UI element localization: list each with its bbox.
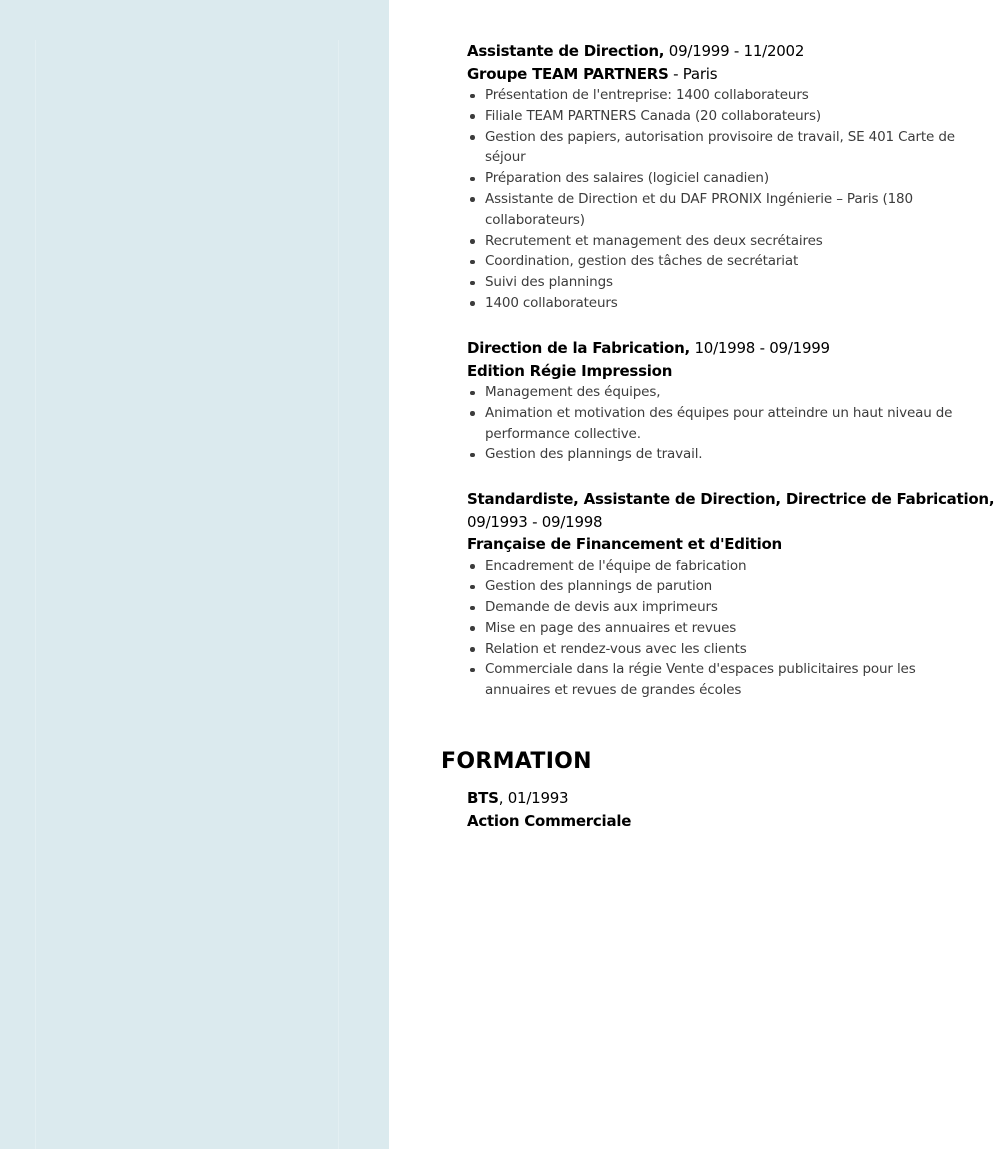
job-title: Assistante de Direction,: [467, 42, 665, 60]
job-task: Coordination, gestion des tâches de secrétariat: [467, 251, 967, 272]
job-task: 1400 collaborateurs: [467, 293, 967, 314]
job-task: Commerciale dans la régie Vente d'espaces publicitaires pour les annuaires et revues de grandes écoles: [467, 659, 967, 701]
job-company: Groupe TEAM PARTNERS: [467, 64, 669, 83]
job-header: [467, 488, 995, 511]
job-company-line: [467, 533, 967, 556]
job-company: Edition Régie Impression: [467, 361, 673, 380]
sidebar-inner-panel: [35, 40, 339, 1149]
job-dates: 09/1993 - 09/1998: [467, 512, 603, 531]
experience-entry: [467, 488, 995, 701]
job-task: Relation et rendez-vous avec les clients: [467, 639, 967, 660]
job-task: Présentation de l'entreprise: 1400 collaborateurs: [467, 85, 967, 106]
job-task: Mise en page des annuaires et revues: [467, 618, 967, 639]
job-location-separator: -: [673, 64, 679, 83]
job-dates-line: [467, 511, 967, 534]
job-task: Animation et motivation des équipes pour atteindre un haut niveau de performance collective.: [467, 403, 967, 445]
job-task: Recrutement et management des deux secrétaires: [467, 231, 967, 252]
job-task: Gestion des plannings de parution: [467, 576, 967, 597]
job-task: Suivi des plannings: [467, 272, 967, 293]
job-task: Gestion des papiers, autorisation provisoire de travail, SE 401 Carte de séjour: [467, 127, 967, 169]
job-company: Française de Financement et d'Edition: [467, 535, 782, 553]
job-task: Préparation des salaires (logiciel canadien): [467, 168, 967, 189]
job-task: Management des équipes,: [467, 382, 967, 403]
job-task: Gestion des plannings de travail.: [467, 444, 967, 465]
job-location: Paris: [682, 64, 718, 83]
formation-entry: [467, 787, 967, 832]
job-header: [467, 40, 967, 63]
resume-main-column: [389, 0, 1000, 1149]
sidebar-panel: [0, 0, 389, 1149]
job-title: Standardiste, Assistante de Direction, Directrice de Fabrication,: [467, 490, 995, 508]
formation-header: [467, 787, 967, 810]
job-company-line: [467, 63, 967, 86]
job-dates: 10/1998 - 09/1999: [694, 339, 830, 357]
job-task: Demande de devis aux imprimeurs: [467, 597, 967, 618]
formation-field-line: [467, 810, 967, 833]
job-task: Filiale TEAM PARTNERS Canada (20 collaborateurs): [467, 106, 967, 127]
formation-date: 01/1993: [507, 789, 569, 807]
job-company-line: [467, 360, 967, 383]
formation-separator: ,: [498, 789, 508, 807]
formation-degree: BTS: [467, 789, 499, 807]
experience-entry: [467, 40, 967, 314]
job-tasks-list: [467, 382, 967, 465]
job-title: Direction de la Fabrication,: [467, 339, 690, 357]
job-task: Assistante de Direction et du DAF PRONIX Ingénierie – Paris (180 collaborateurs): [467, 189, 967, 231]
job-tasks-list: [467, 556, 967, 702]
experience-entry: [467, 337, 967, 465]
formation-field: Action Commerciale: [467, 811, 632, 830]
section-title-formation: FORMATION: [441, 749, 592, 774]
job-dates: 09/1999 - 11/2002: [668, 42, 805, 60]
job-task: Encadrement de l'équipe de fabrication: [467, 556, 967, 577]
job-header: [467, 337, 967, 360]
job-tasks-list: [467, 85, 967, 314]
